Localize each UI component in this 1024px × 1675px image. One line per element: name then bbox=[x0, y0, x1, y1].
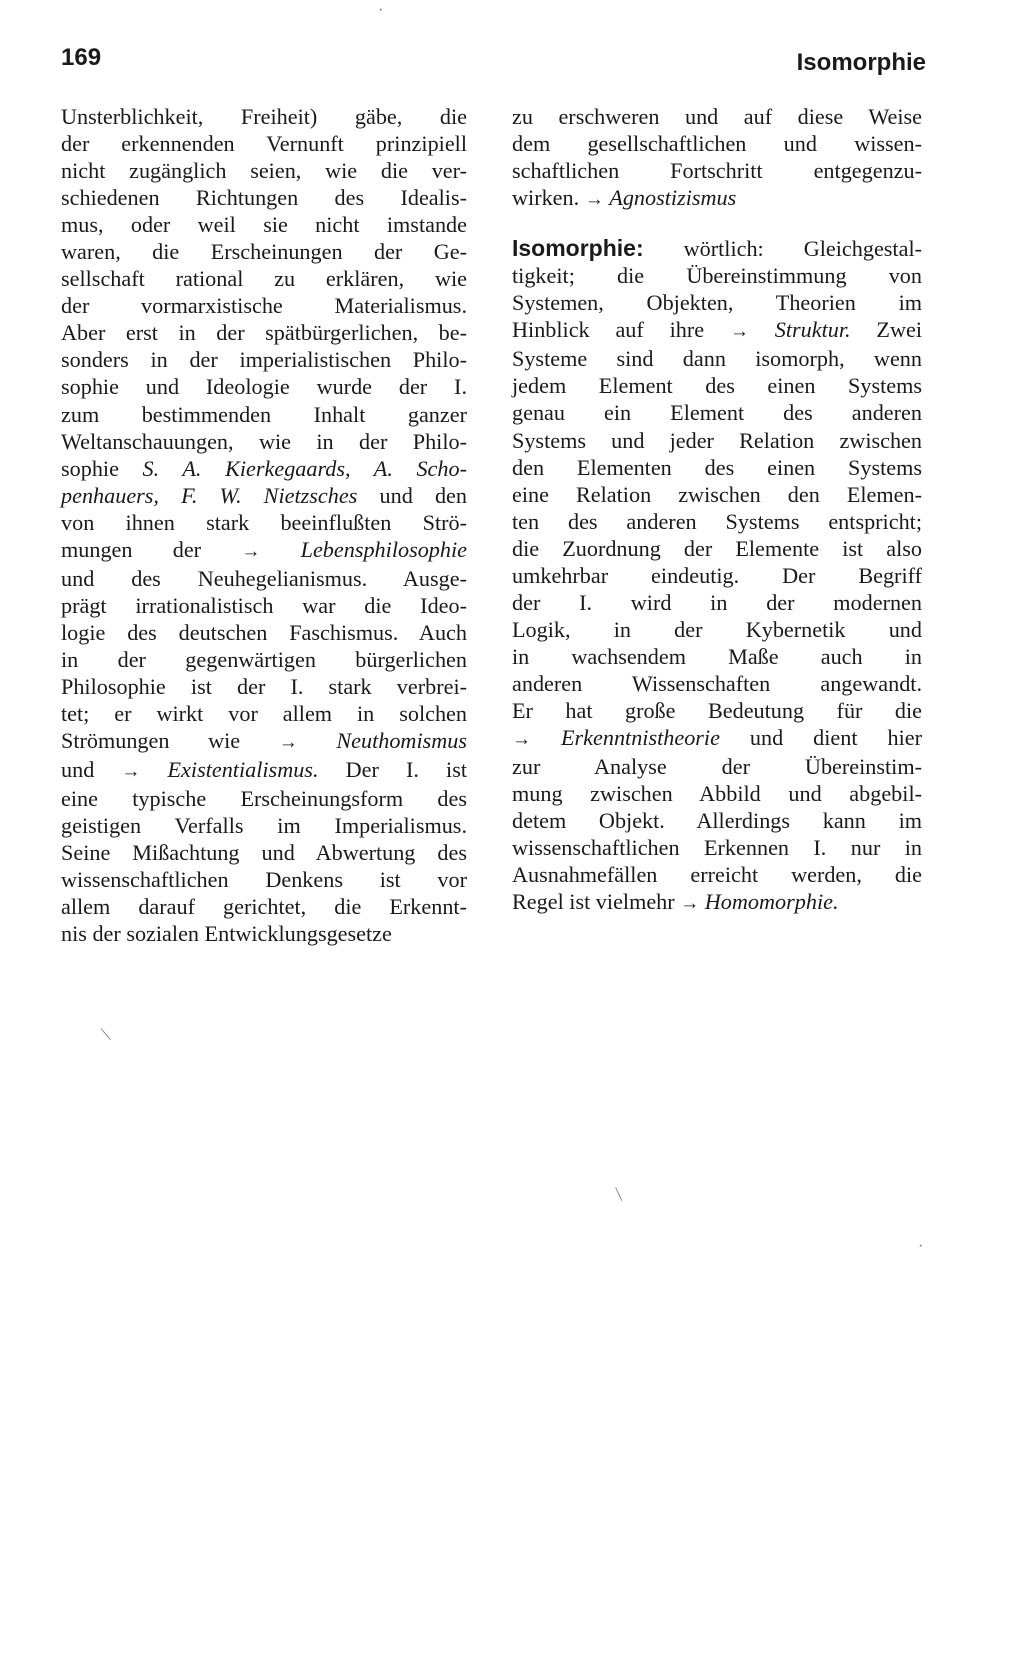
cross-reference-term: Struktur. bbox=[774, 317, 851, 343]
text-line bbox=[61, 536, 467, 565]
text-run: tet; er wirkt vor allem in solchen bbox=[61, 701, 467, 727]
text-run: jedem Element des einen Systems bbox=[512, 373, 922, 399]
text-run: Philosophie ist der I. stark verbrei- bbox=[61, 673, 467, 699]
text-run: sophie und Ideologie wurde der I. bbox=[61, 374, 467, 400]
text-line bbox=[512, 535, 922, 562]
text-line bbox=[61, 920, 467, 947]
text-line bbox=[61, 785, 467, 812]
text-run: umkehrbar eindeutig. Der Begriff bbox=[512, 562, 922, 588]
cross-reference-arrow: → bbox=[278, 732, 298, 754]
text-run: wissenschaftlichen Erkennen I. nur in bbox=[512, 835, 922, 861]
text-run: logie des deutschen Faschismus. Auch bbox=[61, 619, 467, 645]
text-run: mung zwischen Abbild und abgebil- bbox=[512, 781, 922, 807]
running-head: Isomorphie bbox=[796, 49, 926, 76]
cross-reference-arrow: → bbox=[241, 540, 261, 562]
scan-speck: · bbox=[378, 2, 384, 19]
text-run: der I. wird in der modernen bbox=[512, 589, 922, 615]
text-run: mungen der bbox=[61, 536, 242, 562]
dictionary-entry-isomorphie bbox=[512, 235, 922, 917]
cross-reference-arrow: → bbox=[512, 729, 531, 751]
text-run bbox=[260, 537, 300, 562]
text-line bbox=[61, 103, 467, 130]
text-run: mus, oder weil sie nicht imstande bbox=[61, 212, 467, 238]
entry-headword: Isomorphie: bbox=[512, 235, 644, 262]
text-run: wörtlich: Gleichgestal- bbox=[643, 236, 922, 262]
text-line bbox=[61, 565, 467, 592]
text-line bbox=[512, 643, 922, 670]
text-line bbox=[512, 753, 922, 780]
text-run: Weltanschauungen, wie in der Philo- bbox=[61, 428, 467, 454]
cross-reference-term: Erkenntnistheorie bbox=[560, 725, 720, 751]
text-line bbox=[512, 399, 922, 426]
text-line bbox=[512, 103, 922, 130]
paragraph-gap bbox=[512, 213, 922, 235]
text-run: Systeme sind dann isomorph, wenn bbox=[512, 346, 922, 372]
text-line bbox=[512, 289, 922, 316]
text-line bbox=[61, 373, 467, 400]
text-line bbox=[61, 401, 467, 428]
text-run: genau ein Element des anderen bbox=[512, 400, 922, 426]
text-line bbox=[512, 861, 922, 888]
text-run: Hinblick auf ihre bbox=[512, 317, 730, 343]
text-line bbox=[512, 345, 922, 372]
text-run: eine typische Erscheinungsform des bbox=[61, 786, 467, 812]
text-line bbox=[512, 262, 922, 289]
text-run: detem Objekt. Allerdings kann im bbox=[512, 808, 922, 834]
text-run: zur Analyse der Übereinstim- bbox=[512, 754, 922, 780]
text-run: in wachsendem Maße auch in bbox=[512, 643, 922, 669]
text-line bbox=[61, 592, 467, 619]
text-line bbox=[512, 235, 922, 262]
text-line bbox=[512, 184, 922, 213]
text-run: in der gegenwärtigen bürgerlichen bbox=[61, 646, 467, 672]
text-line bbox=[61, 866, 467, 893]
text-run: sellschaft rational zu erklären, wie bbox=[61, 266, 467, 292]
text-line bbox=[61, 184, 467, 211]
cross-reference-arrow: → bbox=[121, 761, 141, 783]
text-run bbox=[140, 757, 167, 782]
text-run: schaftlichen Fortschritt entgegenzu- bbox=[512, 158, 922, 184]
page-number: 169 bbox=[61, 44, 102, 71]
text-line bbox=[512, 316, 922, 345]
text-run: tigkeit; die Übereinstimmung von bbox=[512, 263, 922, 289]
text-run bbox=[749, 317, 775, 342]
text-run: Er hat große Bedeutung für die bbox=[512, 697, 922, 723]
text-line bbox=[61, 346, 467, 373]
text-line bbox=[61, 700, 467, 727]
text-line bbox=[61, 893, 467, 920]
text-run: wirken. bbox=[512, 185, 585, 211]
text-line bbox=[512, 427, 922, 454]
text-run: zu erschweren und auf diese Weise bbox=[512, 104, 922, 129]
text-run: und des Neuhegelianismus. Ausge- bbox=[61, 565, 467, 591]
text-line bbox=[512, 697, 922, 724]
scan-speck: | bbox=[98, 1026, 112, 1042]
text-line bbox=[61, 756, 467, 785]
text-line bbox=[61, 211, 467, 238]
text-run: und dient hier bbox=[719, 725, 922, 751]
right-column bbox=[512, 103, 922, 917]
cross-reference-term: Lebensphilosophie bbox=[300, 536, 468, 562]
text-line bbox=[61, 455, 467, 482]
cross-reference-term: Agnostizismus bbox=[609, 185, 737, 211]
text-run: eine Relation zwischen den Elemen- bbox=[512, 481, 922, 507]
text-run: wissenschaftlichen Denkens ist vor bbox=[61, 867, 467, 893]
cross-reference-arrow: → bbox=[584, 189, 604, 211]
text-line bbox=[61, 265, 467, 292]
text-line bbox=[512, 670, 922, 697]
text-line bbox=[512, 508, 922, 535]
text-run: Zwei bbox=[850, 317, 923, 343]
cross-reference-term: penhauers, F. W. Nietzsches bbox=[61, 482, 358, 508]
text-line bbox=[61, 619, 467, 646]
text-line bbox=[512, 724, 922, 753]
text-line bbox=[512, 454, 922, 481]
text-run: Systems und jeder Relation zwischen bbox=[512, 427, 922, 453]
scan-speck: · bbox=[918, 1238, 924, 1255]
text-line bbox=[61, 428, 467, 455]
text-run: den Elementen des einen Systems bbox=[512, 454, 922, 480]
text-run: und den bbox=[357, 482, 467, 508]
text-line bbox=[61, 727, 467, 756]
text-run: geistigen Verfalls im Imperialismus. bbox=[61, 813, 467, 839]
text-line bbox=[512, 834, 922, 861]
text-run: von ihnen stark beeinflußten Strö- bbox=[61, 509, 467, 535]
text-line bbox=[61, 130, 467, 157]
text-line bbox=[512, 157, 922, 184]
text-line bbox=[512, 562, 922, 589]
text-line bbox=[512, 780, 922, 807]
text-line bbox=[512, 888, 922, 917]
left-column bbox=[61, 103, 467, 947]
text-line bbox=[61, 673, 467, 700]
text-run: Systemen, Objekten, Theorien im bbox=[512, 290, 922, 316]
text-run: sophie bbox=[61, 455, 143, 481]
text-run: nis der sozialen Entwicklungsgesetze bbox=[61, 921, 392, 947]
cross-reference-arrow: → bbox=[729, 321, 749, 343]
text-run: der erkennenden Vernunft prinzipiell bbox=[61, 131, 467, 157]
text-line bbox=[61, 292, 467, 319]
text-line bbox=[512, 481, 922, 508]
text-line bbox=[61, 238, 467, 265]
text-run: Strömungen wie bbox=[61, 728, 279, 754]
cross-reference-arrow: → bbox=[680, 893, 700, 915]
text-run bbox=[298, 728, 337, 753]
text-run: Unsterblichkeit, Freiheit) gäbe, die bbox=[61, 104, 467, 129]
text-run: sonders in der imperialistischen Philo- bbox=[61, 347, 467, 373]
text-run: schiedenen Richtungen des Idealis- bbox=[61, 185, 467, 211]
text-run: Regel ist vielmehr bbox=[512, 889, 681, 915]
text-run: Ausnahmefällen erreicht werden, die bbox=[512, 862, 922, 888]
text-run: die Zuordnung der Elemente ist also bbox=[512, 535, 922, 561]
text-line bbox=[512, 130, 922, 157]
scan-speck: | bbox=[613, 1185, 624, 1202]
text-run: Der I. ist bbox=[318, 757, 467, 783]
text-run: nicht zugänglich seien, wie die ver- bbox=[61, 158, 467, 184]
text-run: zum bestimmenden Inhalt ganzer bbox=[61, 401, 467, 427]
text-line bbox=[512, 616, 922, 643]
text-line bbox=[61, 319, 467, 346]
text-line bbox=[61, 812, 467, 839]
text-run: ten des anderen Systems entspricht; bbox=[512, 508, 922, 534]
text-run bbox=[531, 725, 561, 750]
text-line bbox=[512, 807, 922, 834]
text-run: waren, die Erscheinungen der Ge- bbox=[61, 239, 467, 265]
text-line bbox=[61, 646, 467, 673]
cross-reference-term: Existentialismus. bbox=[167, 757, 319, 783]
text-run: prägt irrationalistisch war die Ideo- bbox=[61, 592, 467, 618]
continuation-paragraph bbox=[512, 103, 922, 213]
text-line bbox=[61, 157, 467, 184]
text-line bbox=[512, 589, 922, 616]
text-run: Aber erst in der spätbürgerlichen, be- bbox=[61, 320, 467, 346]
text-run: dem gesellschaftlichen und wissen- bbox=[512, 131, 922, 157]
cross-reference-term: S. A. Kierkegaards, A. Scho- bbox=[142, 455, 467, 481]
text-run: Logik, in der Kybernetik und bbox=[512, 616, 922, 642]
text-line bbox=[512, 372, 922, 399]
text-run: allem darauf gerichtet, die Erkennt- bbox=[61, 894, 467, 920]
cross-reference-term: Homomorphie. bbox=[704, 889, 839, 915]
text-run: anderen Wissenschaften angewandt. bbox=[512, 670, 922, 696]
text-run: Seine Mißachtung und Abwertung des bbox=[61, 840, 467, 866]
text-line bbox=[61, 482, 467, 509]
text-line bbox=[61, 839, 467, 866]
text-run: der vormarxistische Materialismus. bbox=[61, 293, 467, 319]
text-line bbox=[61, 509, 467, 536]
cross-reference-term: Neuthomismus bbox=[336, 728, 467, 754]
text-run: und bbox=[61, 757, 122, 783]
